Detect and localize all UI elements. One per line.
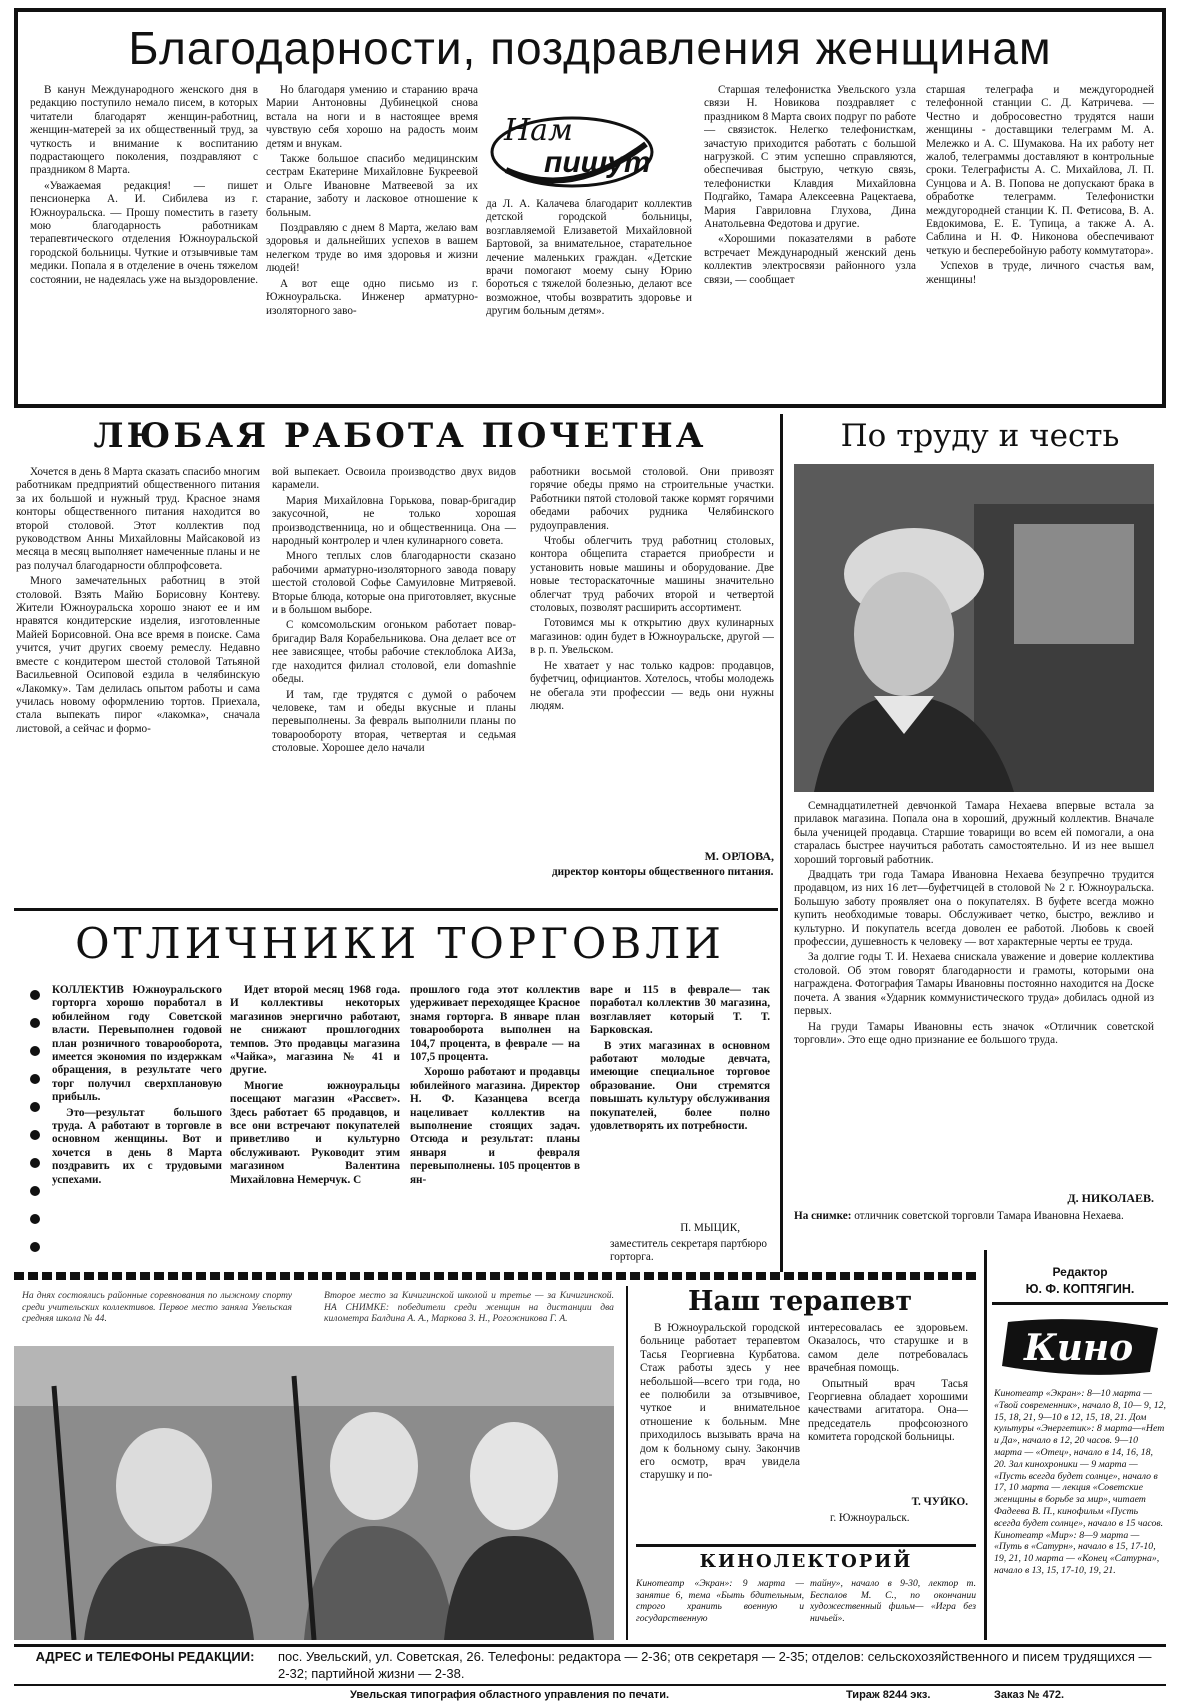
paragraph: варе и 115 в феврале— так поработал коллектив 30 магазина, возглавляет который Т. Т. Барковская. [590, 984, 770, 1037]
letters-col-3 [486, 198, 692, 396]
bullet-dot [30, 990, 40, 1000]
paragraph: Много теплых слов благодарности сказано рабочими арматурно-изоляторного завода повару шестой столовой Софье Самуиловне Митряевой. Вторые блюда, которые она приготовляет, вкусные и в большом выборе. [272, 550, 516, 617]
nam-pishut-logo [486, 100, 658, 196]
lectorium-col-2: тайну», начало в 9-30, лектор т. Беспалов М. С., по окончании художественный фильм— «Игра без ничьей». [810, 1578, 976, 1624]
ski-caption-right-1: Второе место за Кичигинской школой и третье — за Кичигинской. [324, 1290, 614, 1301]
paragraph: И там, где трудятся с думой о рабочем человеке, там и обеды вкусные и планы перевыполнены. За февраль выполнили планы по товарообороту вторая, четвертая и седьмая столовые. Хорошее дело начали [272, 688, 516, 755]
lectorium-col-1: Кинотеатр «Экран»: 9 марта — занятие 6, тема «Быть бдительным, строго хранить военную и государственную [636, 1578, 804, 1624]
trade-signature-role: заместитель секретаря партбюро горторга. [610, 1238, 768, 1264]
skiers-photo [14, 1346, 614, 1640]
section-divider [14, 908, 778, 911]
skiers-image-icon [14, 1346, 614, 1640]
ski-caption-right-2: победители среди женщин на дистанции два километра Балдина А. А., Маркова З. Н., Рогожникова Г. А. [324, 1301, 614, 1325]
paragraph: Успехов в труде, личного счастья вам, женщины! [926, 260, 1154, 286]
paragraph: Но благодаря умению и старанию врача Марии Антоновны Дубинецкой снова встала на ноги и в настоящее время чувствую себя хорошо на радость моим детям и внукам. [266, 84, 478, 150]
svg-text:пишут: пишут [544, 146, 651, 179]
bullet-dot [30, 1186, 40, 1196]
work-signature: М. ОРЛОВА, [704, 850, 774, 863]
paragraph: старшая телеграфа и междугородней телефонной станции С. Д. Катричева. — Честно и добросовестно трудятся наши женщины - доставщики телеграмм М. А. Мележко и А. С. Шумакова. На их работу нет жалоб, телеграммы доставляют в контрольные сроки. Телеграфисты А. С. Михайлова, Л. П. Сунцова и А. В. Попова не допускают брака в обработке телеграмм. Телефонистки междугородней станции К. П. Фетисова, В. А. Евдокимова, Е. Е. Тупица, а также А. А. Саблина и Н. Ф. Никонова обеспечивают четкую и бесперебойную работу коммутатора». [926, 84, 1154, 257]
lectorium-title: КИНОЛЕКТОРИЙ [699, 1551, 913, 1572]
paragraph: Не хватает у нас только кадров: продавцов, буфетчиц, официантов. Хотелось, чтобы молодежь не обегала эти профессии — ведь они нужны людям. [530, 659, 774, 712]
footer-address-label: АДРЕС и ТЕЛЕФОНЫ РЕДАКЦИИ: [35, 1649, 255, 1664]
photo-note-text: отличник советской торговли Тамара Ивановна Нехаева. [854, 1210, 1124, 1222]
therapist-signature: Т. ЧУЙКО. [911, 1496, 968, 1508]
therapist-col-2 [808, 1322, 968, 1496]
svg-text:Нам: Нам [504, 113, 573, 148]
editor-label: Редактор [1052, 1265, 1108, 1279]
paragraph: Семнадцатилетней девчонкой Тамара Нехаева впервые встала за прилавок магазина. Попала она в хороший, дружный коллектив. Вначале была ученицей продавца. Старшие товарищи во всем ей помогали, а она старалась быстрее научиться работать самостоятельно. И из нее вышел хороший торговый работник. [794, 800, 1154, 866]
paragraph: Чтобы облегчить труд работниц столовых, контора общепита старается приобрести и установить новые машины и оборудование. Две новые тестораскаточные машины значительно облегчат труд рабочих второй и четвертой столовых, позволят расширить ассортимент. [530, 535, 774, 615]
column-divider [626, 1286, 628, 1640]
letters-col-4 [704, 84, 916, 396]
paragraph: Старшая телефонистка Увельского узла связи Н. Новикова поздравляет с праздником 8 Марта своих подруг по работе — связисток. Нелегко телефонисткам, зачастую приходится работать с большой нагрузкой. С этим успешно справляются, обеспечивая быструю, четкую связь, телефонистки Клавдия Михайловна Подгайко, Тамара Алексеевна Рацектаева, Мария Гавриловна Глухова, Дина Анатольевна Федотова и другие. [704, 84, 916, 231]
paragraph: Хорошо работают и продавцы юбилейного магазина. Директор Н. Ф. Казанцева всегда нацеливает коллектив на выполнение стоящих задач. Отсюда и результат: планы января и февраля перевыполнены. 105 процентов в ян- [410, 1066, 580, 1186]
bullet-dot [30, 1018, 40, 1028]
paragraph: Хочется в день 8 Марта сказать спасибо многим работникам предприятий общественного питания за их большой и нужный труд. Красное знамя конторы общественного питания находится во второй столовой. Этот коллектив под руководством Анны Михайловны Майсаковой из месяца в месяц выполняет намеченные планы и не раз получал благодарности облпрофсовета. [16, 466, 260, 572]
ski-caption-right-label: НА СНИМКЕ: [324, 1301, 390, 1313]
letters-col-5 [926, 84, 1154, 396]
work-signature-role: директор конторы общественного питания. [552, 866, 774, 878]
footer-order: Заказ № 472. [994, 1689, 1065, 1701]
footer-printer: Увельская типография областного управления по печати. [350, 1689, 670, 1701]
column-divider [780, 414, 783, 1274]
paragraph: Много замечательных работниц в этой столовой. Взять Майю Борисовну Контеву. Жители Южноуральска хорошо знают ее и им нравятся кондитерские изделия, изготовленные Майей Борисовной. Она все время в поиске. Сама учится, учит других своему ремеслу. Недавно вместе с кондитером шестой столовой Татьяной Васильевной Осиповой ездила в челябинскую «Лакомку». Там делилась опытом работы и сама училась новому оформлению тортов. Приехала, стала выпекать пирог «лакомка», сначала листовой, а сейчас и формо- [16, 575, 260, 735]
paragraph: интересовалась ее здоровьем. Оказалось, что старушке и в самом деле потребовалась врачебная помощь. [808, 1322, 968, 1375]
film-reel-icon [1000, 1314, 1164, 1380]
paragraph: Готовимся мы к открытию двух кулинарных магазинов: один будет в Южноуральске, другой — в р. п. Увельском. [530, 617, 774, 657]
therapist-col-1 [640, 1322, 800, 1544]
paragraph: Опытный врач Тасья Георгиевна обладает хорошими качествами агитатора. Она— председатель профсоюзного комитета городской больницы. [808, 1377, 968, 1444]
paragraph: вой выпекает. Освоила производство двух видов карамели. [272, 466, 516, 492]
work-col-2 [272, 466, 516, 902]
bullet-dot [30, 1046, 40, 1056]
bullet-dot [30, 1242, 40, 1252]
paragraph: За долгие годы Т. И. Нехаева снискала уважение и доверие коллектива столовой. Об этом говорят благодарности и грамоты, которыми она награждена. Фотография Тамары Ивановны постоянно находится на Доске почета. А звания «Ударник коммунистического труда» добилась одной из первых. [794, 951, 1154, 1018]
editor-rule [992, 1302, 1168, 1305]
woman-portrait-icon [794, 464, 1154, 792]
bullet-dot [30, 1158, 40, 1168]
editor-name: Ю. Ф. КОПТЯГИН. [1025, 1282, 1135, 1296]
paragraph: «Хорошими показателями в работе встречает Международный женский день коллектив электросвязи районного узла связи, — сообщает [704, 233, 916, 286]
paragraph: С комсомольским огоньком работает повар-бригадир Валя Корабельникова. Она делает все от нее зависящее, чтобы рабочие стеклоблока АИЗа, где находится филиал столовой, ели domashnie обеды. [272, 619, 516, 686]
bullet-dot [30, 1102, 40, 1112]
honor-photo-note [794, 1210, 1154, 1244]
trade-col-2 [230, 984, 400, 1266]
column-divider [984, 1250, 987, 1640]
honor-title: По труду и честь [840, 418, 1120, 454]
footer-address-text: пос. Увельский, ул. Советская, 26. Телефоны: редактора — 2-36; отв секретаря — 2-35; отделов: сельскохозяйственного и писем трудящихся — 2-32; партийной жизни — 2-38. [278, 1649, 1152, 1681]
paragraph: Двадцать три года Тамара Ивановна Нехаева безупречно трудится продавцом, из них 16 лет—буфетчицей в столовой № 2 г. Южноуральска. Большую заботу проявляет она о покупателях. В буфете всегда можно купить необходимые товары. Обслуживает четко, быстро, вежливо и культурно. И покупатель всегда доволен ее работой. Любовь к своей профессии, душевность к человеку — вот характерные черты ее труда. [794, 869, 1154, 949]
work-title: ЛЮБАЯ РАБОТА ПОЧЕТНА [93, 416, 707, 456]
paragraph: Также большое спасибо медицинским сестрам Екатерине Михайловне Букреевой и Ольге Ивановне Матвеевой за их старание, заботу и ласковое отношение к больным. [266, 153, 478, 219]
wavy-divider [14, 1272, 978, 1280]
trade-col-3 [410, 984, 580, 1266]
nam-pishut-icon [486, 100, 658, 196]
footer-bottom-rule [14, 1684, 1166, 1686]
paragraph: А вот еще одно письмо из г. Южноуральска. Инженер арматурно-изоляторного заво- [266, 277, 478, 317]
kino-logo-text: Кино [1024, 1327, 1134, 1369]
therapist-place: г. Южноуральск. [830, 1512, 910, 1524]
trade-signature: П. МЫЦИК, [680, 1222, 740, 1234]
trade-col-4 [590, 984, 770, 1214]
honor-signature: Д. НИКОЛАЕВ. [1067, 1192, 1154, 1205]
bullet-dot [30, 1214, 40, 1224]
bullet-dot [30, 1130, 40, 1140]
letters-col-1 [30, 84, 258, 396]
paragraph: В этих магазинах в основном работают молодые девчата, имеющие специальное торговое образование. Они стремятся повышать культуру обслуживания покупателей, более полно удовлетворять их потребности. [590, 1039, 770, 1133]
trade-col-1 [52, 984, 222, 1266]
paragraph: На груди Тамары Ивановны есть значок «Отличник советской торговли». Это еще одно признание ее большого труда. [794, 1020, 1154, 1046]
work-col-1 [16, 466, 260, 902]
trade-title: ОТЛИЧНИКИ ТОРГОВЛИ [75, 919, 725, 968]
ski-caption-left: На днях состоялись районные соревнования по лыжному спорту среди учительских коллективов. Первое место заняла Увельская средняя школа № 44. [22, 1290, 292, 1325]
letters-col-2 [266, 84, 478, 396]
photo-note-label: На снимке: [794, 1210, 852, 1222]
paragraph: В Южноуральской городской больнице работает терапевтом Тасья Георгиевна Курбатова. Стаж работы здесь у нее небольшой—всего три года, но ее полюбили за отзывчивое, чуткое и внимательное отношение к больным. Мне приходилось вызывать врача на дом к больному сыну. Закончив его осмотр, врач увидела старушку и по- [640, 1322, 800, 1482]
page-title: Благодарности, поздравления женщинам [128, 22, 1052, 74]
kino-logo [1000, 1314, 1164, 1380]
paragraph: «Уважаемая редакция! — пишет пенсионерка А. И. Сибилева из г. Южноуральска. — Прошу поместить в газету мою благодарность работникам терапевтического отделения Южноуральской городской больницы. Чуткие и отзывчивые там медики. Попала я в отделение в очень тяжелом состоянии, не надеялась уже на выздоровление. [30, 179, 258, 286]
paragraph: да Л. А. Калачева благодарит коллектив детской городской больницы, возглавляемой Елизаветой Михайловной Бартовой, за внимательное, старательное лечение маленьких граждан. «Детские врачи помогают моему сыну Юрию бороться с тяжелой болезнью, делают все возможное, чтобы возвратить здоровье и другим больным детям». [486, 198, 692, 318]
paragraph: Идет второй месяц 1968 года. И коллективы некоторых магазинов энергично работают, не снижают прошлогодних темпов. Это продавцы магазина «Чайка», магазина № 41 и другие. [230, 984, 400, 1077]
paragraph: Это—результат большого труда. А работают в торговле в основном женщины. Вот и хочется в день 8 Марта поздравить их с трудовыми успехами. [52, 1106, 222, 1186]
cinema-listing: Кинотеатр «Экран»: 8—10 марта — «Твой современник», начало 8, 10— 9, 12, 15, 18, 21, 9—10 в 12, 15, 18, 21. Дом культуры «Энергетик»: 8 марта—«Нет и Да», начало в 12, 20 часов. 9—10 марта — «Отец», начало в 14, 16, 18, 20. Зал кинохроники — 9 марта — «Пусть всегда будет солнце», начало в 17, 10 марта — лекция «Советские женщины в борьбе за мир», читает Фадеева В. П., кинофильм «Пусть всегда будет солнце», начало в 15 часов. Кинотеатр «Мир»: 8—9 марта — «Путь в «Сатурн», начало в 15, 17-10, 19, 21, 10 марта — «Конец «Сатурна», начало в 13, 15, 17-10, 19, 21. [994, 1388, 1166, 1576]
paragraph: КОЛЛЕКТИВ Южноуральского горторга хорошо поработал в юбилейном году Советской власти. Перевыполнен годовой план розничного товарооборота, имеется экономия по издержкам обращения, в результате чего торг получил сверхплановую прибыль. [52, 984, 222, 1104]
paragraph: Мария Михайловна Горькова, повар-бригадир закусочной, не только хорошая производственница, но и общественница. Она — народный контролер и член кулинарного совета. [272, 494, 516, 548]
work-col-3 [530, 466, 774, 846]
ski-caption-right [324, 1290, 614, 1346]
bullet-dot [30, 1074, 40, 1084]
paragraph: прошлого года этот коллектив удерживает переходящее Красное знамя горторга. В январе план товарооборота выполнен на 104,7 процента, в феврале — на 107,5 процента. [410, 984, 580, 1064]
nekhaeva-photo [794, 464, 1154, 792]
paragraph: В канун Международного женского дня в редакцию поступило немало писем, в которых читатели благодарят женщин-работниц, женщин-матерей за их общественный труд, за чуткость и внимание к воспитанию подрастающего поколения, поздравляют с праздником 8 Марта. [30, 84, 258, 177]
therapist-title: Наш терапевт [688, 1286, 913, 1317]
footer-top-rule [14, 1644, 1166, 1647]
paragraph: работники восьмой столовой. Они привозят горячие обеды прямо на строительные участки. Работники пятой столовой также кормят горячими обедами рабочих рудника Челябинского рудоуправления. [530, 466, 774, 532]
paragraph: Многие южноуральцы посещают магазин «Рассвет». Здесь работает 65 продавцов, и все они встречают покупателей приветливо и культурно обслуживают. Руководит этим магазином Валентина Михайловна Немерчук. С [230, 1079, 400, 1186]
paragraph: Поздравляю с днем 8 Марта, желаю вам здоровья и дальнейших успехов в вашем нелегком труде во имя здоровья и жизни людей! [266, 222, 478, 275]
footer-circulation: Тираж 8244 экз. [846, 1689, 931, 1701]
honor-text [794, 800, 1154, 1192]
